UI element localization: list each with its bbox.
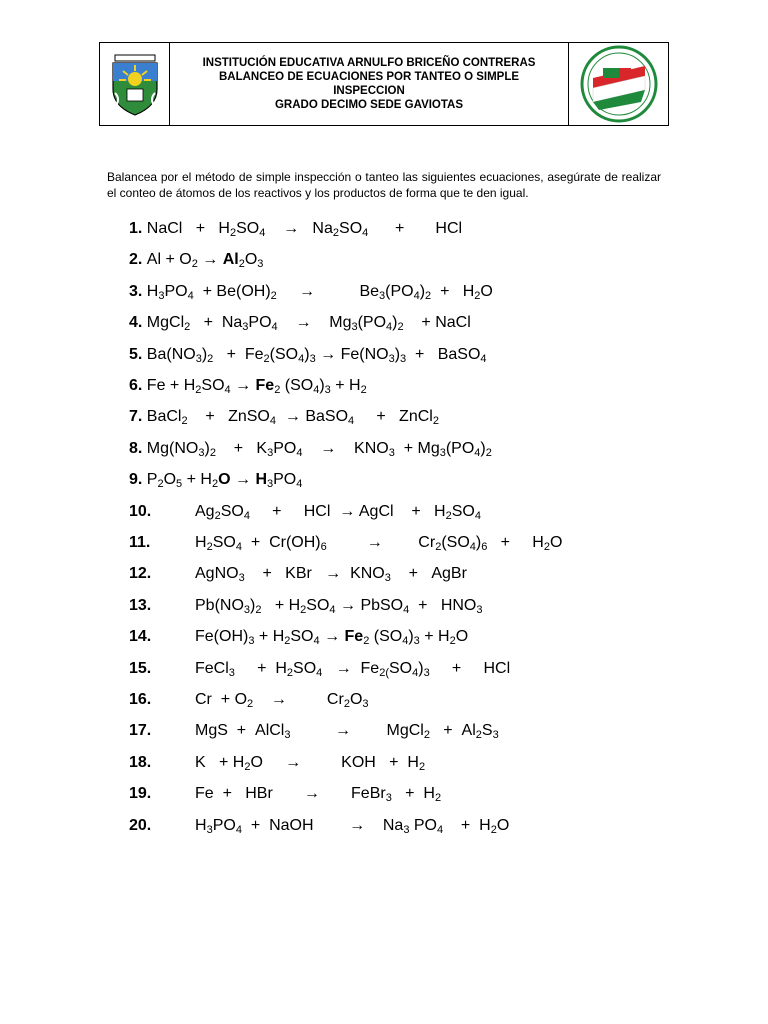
- document-header: [99, 42, 669, 126]
- equation-number: 17.: [129, 722, 152, 740]
- equation-number: 14.: [129, 628, 152, 646]
- equation-item: [129, 658, 549, 680]
- equation-item: [129, 532, 563, 554]
- equation-number: 19.: [129, 785, 152, 803]
- grade-line: GRADO DECIMO SEDE GAVIOTAS: [274, 99, 464, 111]
- equation-formula: $H_3PO_4 + Be(OH)_2$ → $Be_3(PO_4)_2 + H_2O$: [146, 282, 493, 302]
- equation-number: 1.: [129, 220, 147, 237]
- equation-item: [129, 595, 549, 617]
- equation-formula: $Fe(OH)_3 + H_2SO_4 \to Fe_2$ $(SO_4)_3 + H_2O$: [195, 628, 469, 648]
- equation-number: 20.: [129, 816, 152, 834]
- equation-number: 5.: [129, 345, 147, 363]
- equation-formula: $Pb(NO_3)_2 + H_2SO_4$ → PbSO$_4$ + $HNO_3$: [195, 596, 483, 616]
- shield-emblem-svg: [105, 49, 165, 119]
- worksheet-title-cont: INSPECCION: [333, 85, 405, 97]
- equation-number: 9.: [129, 471, 147, 489]
- equation-item: [129, 752, 549, 774]
- equation-number: 13.: [129, 596, 152, 614]
- equation-formula: $Mg(NO_3)_2$ + $K_3PO_4$ → $KNO_3 + Mg_3(PO_4)_2$: [146, 439, 492, 459]
- equation-number: 4.: [129, 314, 147, 332]
- institution-name: INSTITUCIÓN EDUCATIVA ARNULFO BRICEÑO CONTRERAS: [202, 57, 536, 69]
- instructions-paragraph: Balancea por el método de simple inspección o tanteo las siguientes ecuaciones, asegúrate de realizar el conteo de átomos de los reactivos y los productos de forma que te den igual.: [107, 170, 661, 200]
- equation-formula: $H_2SO_4 + Cr(OH)_6$ → $Cr_2(SO_4)_6$ + $H_2O$: [195, 534, 563, 553]
- equation-item: [129, 375, 367, 397]
- equation-item: [129, 438, 492, 460]
- equation-item: [129, 815, 549, 837]
- equation-formula: AgNO$_3$ + KBr → $KNO_3$ + AgBr: [195, 565, 467, 585]
- header-title-block: [170, 43, 568, 125]
- equation-item: [129, 406, 439, 428]
- equation-item: [129, 312, 471, 334]
- equation-item: [129, 469, 302, 491]
- equation-number: 15.: [129, 659, 152, 677]
- equation-item: [129, 720, 549, 742]
- equation-item: [129, 689, 549, 711]
- equation-formula: $P_2O_5 + H_2O \to H_3PO_4$: [146, 471, 303, 491]
- equation-number: 8.: [129, 439, 147, 457]
- equation-item: [129, 249, 263, 271]
- equation-number: 11.: [129, 534, 151, 551]
- equation-formula: FeCl$_3$ + $H_2SO_4 \to Fe_{2(}SO_4)_3$ + HCl: [195, 659, 511, 679]
- equation-number: 7.: [129, 408, 147, 426]
- equation-formula: $Cr + O_2$ → $Cr_2O_3$: [195, 691, 369, 710]
- equation-formula: $H_3PO_4$ + NaOH → $Na_3$ $PO_4$ + $H_2O$: [195, 816, 510, 836]
- equation-formula: $K + H_2O$ → KOH + $H_2$: [195, 753, 426, 773]
- equation-number: 10.: [129, 502, 152, 520]
- equation-formula: $Fe + H_2SO_4 \to Fe_2$ $(SO_4)_3 + H_2$: [146, 377, 367, 396]
- equation-number: 2.: [129, 251, 147, 269]
- round-seal-svg: [579, 44, 659, 124]
- equation-number: 16.: [129, 691, 152, 708]
- equation-item: [129, 783, 549, 805]
- equation-item: [129, 218, 462, 240]
- equation-formula: MgCl$_2$ + $Na_3PO_4$ → $Mg_3(PO_4)_2$ + NaCl: [146, 314, 471, 334]
- equation-number: 12.: [129, 565, 152, 583]
- school-shield-emblem-icon: [100, 43, 170, 125]
- equation-number: 3.: [129, 282, 147, 300]
- equation-formula: NaCl + $H_2SO_4$ → $Na_2SO_4$ + HCl: [146, 220, 463, 239]
- institution-round-seal-icon: [568, 43, 668, 125]
- equation-number: 6.: [129, 377, 147, 394]
- equation-item: [129, 563, 549, 585]
- equation-formula: $Ba(NO_3)_2 + Fe_2(SO_4)_3 \to Fe(NO_3)_3$ + BaSO$_4$: [146, 345, 487, 365]
- worksheet-title: BALANCEO DE ECUACIONES POR TANTEO O SIMPLE: [218, 71, 520, 83]
- equation-number: 18.: [129, 753, 152, 771]
- equation-formula: $Al + O_2 \to Al_2O_3$: [146, 251, 264, 271]
- equation-formula: BaCl$_2$ + ZnSO$_4$ → BaSO$_4$ + ZnCl$_2$: [146, 408, 439, 428]
- equation-formula: $Ag_2SO_4$ + HCl → AgCl + $H_2SO_4$: [195, 502, 481, 522]
- equation-formula: MgS + AlCl$_3$ → MgCl$_2$ + $Al_2S_3$: [195, 722, 499, 742]
- equation-item: [129, 344, 487, 366]
- equation-formula: Fe + HBr → FeBr$_3$ + $H_2$: [195, 785, 442, 805]
- equation-item: [129, 626, 549, 648]
- equation-item: [129, 501, 549, 523]
- equation-item: [129, 281, 493, 303]
